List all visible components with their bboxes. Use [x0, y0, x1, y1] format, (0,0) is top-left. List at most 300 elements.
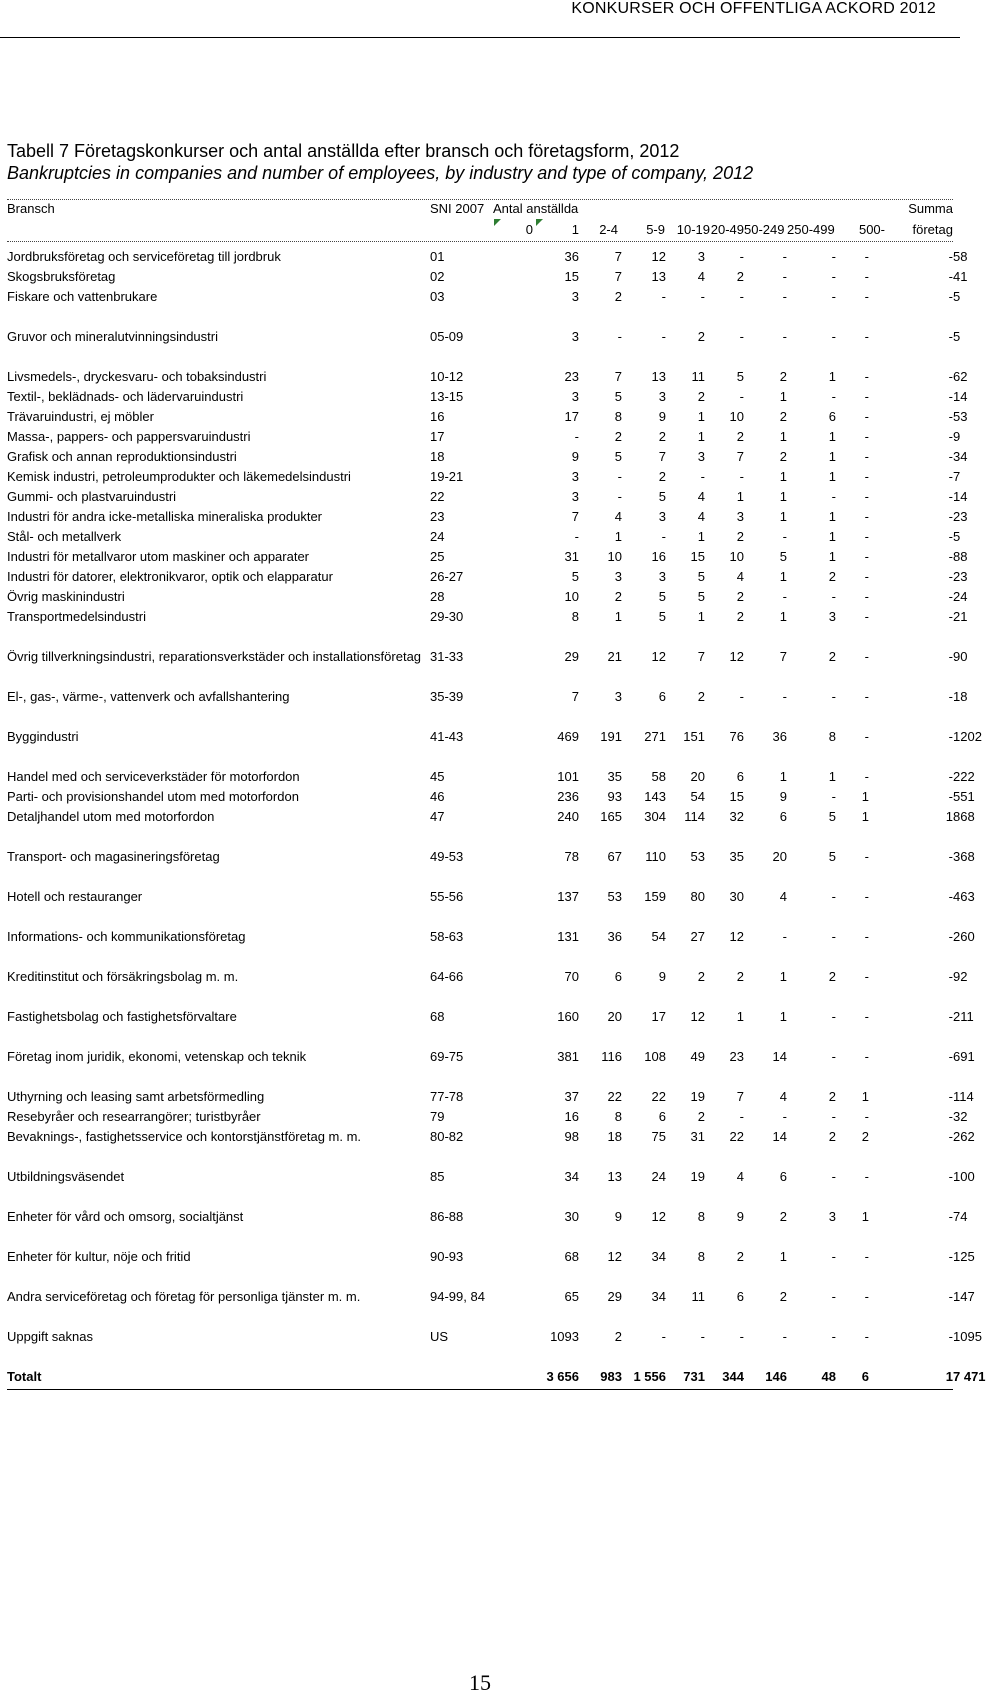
spacer-cell: [500, 487, 540, 507]
count-cell: -: [831, 1329, 836, 1344]
industry-label: Massa-, pappers- och pappersvaruindustri: [7, 429, 251, 444]
count-cell: 236: [557, 789, 579, 804]
sni-code: 26-27: [430, 569, 464, 584]
count-cell: -: [864, 369, 869, 384]
count-cell: -: [864, 289, 869, 304]
count-cell: 2: [614, 1329, 622, 1344]
count-cell: 6: [658, 1109, 666, 1124]
count-cell: -: [661, 329, 666, 344]
industry-label: Fastighetsbolag och fastighetsförvaltare: [7, 1009, 237, 1024]
count-cell: 34: [651, 1289, 666, 1304]
count-cell: 12: [729, 929, 744, 944]
count-cell: 1: [779, 509, 787, 524]
table-row: Gruvor och mineralutvinningsindustri 05-09 3 - - 2 - - - - - 5: [7, 327, 953, 347]
count-cell: -: [948, 549, 953, 564]
count-cell: -: [948, 489, 953, 504]
industry-label: Transport- och magasineringsföretag: [7, 849, 220, 864]
industry-label: Byggindustri: [7, 729, 79, 744]
table-row: Transport- och magasineringsföretag 49-53 78 67 110 53 35 20 5 - - 368: [7, 847, 953, 867]
count-cell: 10: [729, 549, 744, 564]
count-cell: 12: [690, 1009, 705, 1024]
sni-code: 41-43: [430, 729, 464, 744]
count-cell: 10: [729, 409, 744, 424]
count-cell: 1: [861, 1209, 869, 1224]
count-cell: -: [864, 329, 869, 344]
industry-label: Uthyrning och leasing samt arbetsförmedling: [7, 1089, 265, 1104]
spacer-cell: [7, 1267, 953, 1287]
count-cell: -: [948, 269, 953, 284]
count-cell: 240: [557, 809, 579, 824]
count-cell: 80: [690, 889, 705, 904]
count-cell: -: [948, 389, 953, 404]
sni-code: 03: [430, 289, 445, 304]
spacer-cell: [500, 967, 540, 987]
count-cell: 4: [697, 489, 705, 504]
count-cell: -: [948, 249, 953, 264]
count-cell: 17: [651, 1009, 666, 1024]
count-cell: 75: [651, 1129, 666, 1144]
count-cell: -: [864, 1249, 869, 1264]
spacer-cell: [500, 1107, 540, 1127]
spacer-cell: [500, 607, 540, 627]
count-cell: 3: [571, 289, 579, 304]
count-cell: 17: [564, 409, 579, 424]
title-english: Bankruptcies in companies and number of employees, by industry and type of company, 2012: [7, 163, 754, 183]
spacer-cell: [7, 1147, 953, 1167]
spacer-cell: [500, 287, 540, 307]
industry-label: Övrig tillverkningsindustri, reparationsverkstäder och installationsföretag: [7, 649, 422, 664]
title-swedish: Tabell 7 Företagskonkurser och antal anställda efter bransch och företagsform, 2012: [7, 141, 680, 161]
sni-code: 31-33: [430, 649, 464, 664]
column-header: 10-19: [676, 222, 710, 237]
count-cell: 4: [736, 1169, 744, 1184]
count-cell: -: [948, 469, 953, 484]
sni-code: 35-39: [430, 689, 464, 704]
spacer-cell: [7, 987, 953, 1007]
count-cell: 9: [571, 449, 579, 464]
count-cell: -: [831, 1009, 836, 1024]
spacer-cell: [500, 367, 540, 387]
count-cell: 5: [779, 549, 787, 564]
industry-label: Kemisk industri, petroleumprodukter och läkemedelsindustri: [7, 469, 351, 484]
table-row: Transportmedelsindustri 29-30 8 1 5 1 2 1 3 - - 21: [7, 607, 953, 627]
count-cell: 30: [729, 889, 744, 904]
spacer-cell: [7, 1027, 953, 1047]
sni-code: 90-93: [430, 1249, 464, 1264]
industry-label: Utbildningsväsendet: [7, 1169, 125, 1184]
count-cell: 2: [828, 969, 836, 984]
count-cell: 9: [658, 409, 666, 424]
spacer-cell: [7, 347, 953, 367]
count-cell: 2: [779, 369, 787, 384]
count-cell: 1: [697, 529, 705, 544]
count-cell: -: [661, 1329, 666, 1344]
count-cell: -: [831, 489, 836, 504]
count-cell: -: [948, 769, 953, 784]
spacer-cell: [500, 1287, 540, 1307]
count-cell: 6: [658, 689, 666, 704]
spacer-cell: [500, 1047, 540, 1067]
count-cell: -: [864, 469, 869, 484]
count-cell: -: [864, 1329, 869, 1344]
count-cell: 27: [690, 929, 705, 944]
count-cell: 4: [779, 1089, 787, 1104]
count-cell: 5: [828, 849, 836, 864]
sni-code: 68: [430, 1009, 445, 1024]
count-cell: 1: [828, 509, 836, 524]
sni-code: 22: [430, 489, 445, 504]
count-cell: 35: [729, 849, 744, 864]
count-cell: 2: [779, 1209, 787, 1224]
count-cell: 191: [600, 729, 622, 744]
count-cell: 13: [651, 269, 666, 284]
industry-label: Gruvor och mineralutvinningsindustri: [7, 329, 218, 344]
count-cell: 8: [614, 1109, 622, 1124]
count-cell: -: [574, 529, 579, 544]
sni-code: 10-12: [430, 369, 464, 384]
count-cell: 3: [571, 329, 579, 344]
column-header: företag: [912, 222, 953, 237]
industry-label: Resebyråer och researrangörer; turistbyråer: [7, 1109, 261, 1124]
industry-label: Industri för datorer, elektronikvaror, optik och elapparatur: [7, 569, 333, 584]
count-cell: 9: [614, 1209, 622, 1224]
spacer-cell: [500, 567, 540, 587]
count-cell: 2: [614, 429, 622, 444]
count-cell: 131: [557, 929, 579, 944]
count-cell: -: [948, 289, 953, 304]
sni-code: 02: [430, 269, 445, 284]
count-cell: 7: [614, 269, 622, 284]
count-cell: 13: [651, 369, 666, 384]
count-cell: 29: [564, 649, 579, 664]
spacer-row: [7, 1067, 953, 1087]
count-cell: -: [864, 529, 869, 544]
count-cell: -: [864, 1289, 869, 1304]
count-cell: 78: [564, 849, 579, 864]
spacer-cell: [500, 807, 540, 827]
spacer-cell: [500, 327, 540, 347]
count-cell: -: [661, 289, 666, 304]
count-cell: 2: [736, 1249, 744, 1264]
count-cell: -: [948, 449, 953, 464]
count-cell: 4: [779, 889, 787, 904]
count-cell: 3: [614, 689, 622, 704]
count-cell: 1: [779, 469, 787, 484]
count-cell: -: [831, 1049, 836, 1064]
count-cell: -: [831, 789, 836, 804]
header-bottom-rule: [7, 241, 953, 242]
count-cell: 1: [828, 769, 836, 784]
spacer-cell: [500, 1327, 540, 1347]
count-cell: 2: [658, 469, 666, 484]
table-row: Kemisk industri, petroleumprodukter och läkemedelsindustri 19-21 3 - 2 - - 1 1 - - 7: [7, 467, 953, 487]
count-cell: 1: [779, 609, 787, 624]
count-cell: -: [739, 289, 744, 304]
count-cell: 1: [828, 549, 836, 564]
column-header: 500-: [858, 222, 885, 237]
count-cell: 2: [736, 529, 744, 544]
count-cell: 48: [821, 1369, 836, 1384]
spacer-cell: [500, 527, 540, 547]
count-cell: 15: [690, 549, 705, 564]
sni-code: 69-75: [430, 1049, 464, 1064]
count-cell: 14: [772, 1129, 787, 1144]
count-cell: -: [948, 1089, 953, 1104]
count-cell: 1: [861, 1089, 869, 1104]
count-cell: 160: [557, 1009, 579, 1024]
count-cell: -: [831, 1109, 836, 1124]
table-row: Hotell och restauranger 55-56 137 53 159 80 30 4 - - - 463: [7, 887, 953, 907]
count-cell: -: [661, 529, 666, 544]
spacer-row: [7, 1307, 953, 1327]
count-cell: 2: [614, 589, 622, 604]
count-cell: 1: [828, 369, 836, 384]
sni-code: US: [430, 1329, 449, 1344]
count-cell: -: [617, 329, 622, 344]
column-header: 0: [525, 222, 533, 237]
sni-code: 19-21: [430, 469, 464, 484]
count-cell: -: [864, 249, 869, 264]
spacer-cell: [500, 1007, 540, 1027]
industry-label: Handel med och serviceverkstäder för motorfordon: [7, 769, 300, 784]
count-cell: 108: [644, 1049, 666, 1064]
count-cell: 3: [571, 489, 579, 504]
count-cell: 271: [644, 729, 666, 744]
count-cell: 22: [607, 1089, 622, 1104]
count-cell: -: [948, 929, 953, 944]
industry-label: Hotell och restauranger: [7, 889, 143, 904]
count-cell: 6: [736, 769, 744, 784]
spacer-cell: [7, 1307, 953, 1327]
sni-code: 45: [430, 769, 445, 784]
count-cell: 1: [828, 449, 836, 464]
count-cell: -: [948, 329, 953, 344]
table-row: Resebyråer och researrangörer; turistbyråer 79 16 8 6 2 - - - - - 32: [7, 1107, 953, 1127]
count-cell: 146: [765, 1369, 787, 1384]
industry-label: Enheter för kultur, nöje och fritid: [7, 1249, 191, 1264]
count-cell: -: [739, 389, 744, 404]
table-bottom-rule: [7, 1389, 953, 1390]
count-cell: 20: [607, 1009, 622, 1024]
count-cell: 110: [645, 849, 666, 864]
spacer-cell: [500, 247, 540, 267]
spacer-row: [7, 1187, 953, 1207]
industry-label: Trävaruindustri, ej möbler: [7, 409, 154, 424]
spacer-cell: [7, 1347, 953, 1367]
spacer-cell: [7, 707, 953, 727]
count-cell: 12: [607, 1249, 622, 1264]
sni-code: 46: [430, 789, 445, 804]
count-cell: 18: [607, 1129, 622, 1144]
count-cell: 116: [601, 1049, 622, 1064]
table-row: Uthyrning och leasing samt arbetsförmedling 77-78 37 22 22 19 7 4 2 1 - 114: [7, 1087, 953, 1107]
count-cell: 1: [779, 569, 787, 584]
count-cell: -: [617, 469, 622, 484]
spacer-row: [7, 707, 953, 727]
table-row: Övrig maskinindustri 28 10 2 5 5 2 - - - - 24: [7, 587, 953, 607]
industry-label: Industri för metallvaror utom maskiner och apparater: [7, 549, 310, 564]
table-row: Kreditinstitut och försäkringsbolag m. m. 64-66 70 6 9 2 2 1 2 - - 92: [7, 967, 953, 987]
count-cell: -: [948, 649, 953, 664]
count-cell: 53: [690, 849, 705, 864]
count-cell: 1: [697, 409, 705, 424]
count-cell: 8: [828, 729, 836, 744]
count-cell: 23: [729, 1049, 744, 1064]
count-cell: -: [864, 969, 869, 984]
sni-code: 64-66: [430, 969, 464, 984]
count-cell: -: [948, 1049, 953, 1064]
table-row: Textil-, beklädnads- och lädervaruindustri 13-15 3 5 3 2 - 1 - - - 14: [7, 387, 953, 407]
count-cell: 101: [557, 769, 579, 784]
count-cell: 11: [691, 1289, 705, 1304]
table-row: Byggindustri 41-43 469 191 271 151 76 36 8 - - 1202: [7, 727, 953, 747]
count-cell: 20: [690, 769, 705, 784]
count-cell: 4: [697, 509, 705, 524]
count-cell: -: [948, 849, 953, 864]
spacer-cell: [500, 687, 540, 707]
count-cell: 54: [651, 929, 666, 944]
count-cell: 7: [697, 649, 705, 664]
count-cell: 5: [828, 809, 836, 824]
count-cell: 2: [779, 409, 787, 424]
count-cell: 12: [651, 649, 666, 664]
count-cell: 9: [779, 789, 787, 804]
count-cell: 5: [614, 449, 622, 464]
count-cell: 12: [651, 249, 666, 264]
spacer-row: [7, 947, 953, 967]
count-cell: 53: [607, 889, 622, 904]
industry-label: Detaljhandel utom med motorfordon: [7, 809, 215, 824]
count-cell: -: [864, 689, 869, 704]
sni-code: 80-82: [430, 1129, 464, 1144]
sni-code: 77-78: [430, 1089, 464, 1104]
header-summa: Summa: [908, 201, 953, 216]
count-cell: -: [948, 969, 953, 984]
count-cell: 2: [779, 1289, 787, 1304]
industry-label: Skogsbruksföretag: [7, 269, 116, 284]
count-cell: 6: [614, 969, 622, 984]
count-cell: -: [948, 1109, 953, 1124]
count-cell: -: [782, 269, 787, 284]
count-cell: 1: [779, 769, 787, 784]
sni-code: 05-09: [430, 329, 464, 344]
spacer-cell: [7, 1067, 953, 1087]
spacer-cell: [500, 267, 540, 287]
count-cell: 2: [736, 269, 744, 284]
count-cell: 137: [557, 889, 579, 904]
header-antal-anstallda: Antal anställda: [493, 201, 579, 216]
count-cell: 2: [697, 689, 705, 704]
count-cell: -: [948, 1169, 953, 1184]
table-title: [7, 140, 947, 184]
industry-label: Bevaknings-, fastighetsservice och kontorstjänstföretag m. m.: [7, 1129, 362, 1144]
count-cell: 1 556: [633, 1369, 666, 1384]
spacer-cell: [500, 1207, 540, 1227]
count-cell: -: [864, 449, 869, 464]
count-cell: -: [831, 929, 836, 944]
count-cell: 31: [690, 1129, 705, 1144]
count-cell: -: [739, 1109, 744, 1124]
count-cell: 7: [571, 509, 579, 524]
count-cell: 20: [772, 849, 787, 864]
count-cell: 35: [607, 769, 622, 784]
count-cell: 16: [564, 1109, 579, 1124]
count-cell: 15: [729, 789, 744, 804]
count-cell: -: [948, 429, 953, 444]
count-cell: -: [700, 1329, 705, 1344]
table-row: Skogsbruksföretag 02 15 7 13 4 2 - - - - 41: [7, 267, 953, 287]
column-header: 1: [571, 222, 579, 237]
count-cell: -: [948, 1329, 953, 1344]
count-cell: 4: [614, 509, 622, 524]
count-cell: -: [864, 429, 869, 444]
count-cell: -: [864, 489, 869, 504]
count-cell: -: [948, 569, 953, 584]
count-cell: 6: [861, 1369, 869, 1384]
spacer-cell: [500, 467, 540, 487]
table-row: Enheter för kultur, nöje och fritid 90-93 68 12 34 8 2 1 - - - 125: [7, 1247, 953, 1267]
count-cell: -: [864, 929, 869, 944]
count-cell: 54: [690, 789, 705, 804]
count-cell: 2: [697, 389, 705, 404]
count-cell: 6: [736, 1289, 744, 1304]
count-cell: 10: [607, 549, 622, 564]
sni-code: 17: [430, 429, 445, 444]
count-cell: 6: [779, 809, 787, 824]
industry-label: Totalt: [7, 1369, 42, 1384]
table-row: Fastighetsbolag och fastighetsförvaltare 68 160 20 17 12 1 1 - - - 211: [7, 1007, 953, 1027]
table-row: Handel med och serviceverkstäder för motorfordon 45 101 35 58 20 6 1 1 - - 222: [7, 767, 953, 787]
count-cell: 1: [779, 389, 787, 404]
industry-label: Livsmedels-, dryckesvaru- och tobaksindustri: [7, 369, 267, 384]
count-cell: 304: [644, 809, 666, 824]
table-row: Industri för datorer, elektronikvaror, optik och elapparatur 26-27 5 3 3 5 4 1 2 - - 23: [7, 567, 953, 587]
count-cell: 15: [564, 269, 579, 284]
count-cell: 165: [600, 809, 622, 824]
count-cell: -: [948, 509, 953, 524]
spacer-cell: [500, 547, 540, 567]
count-cell: 36: [564, 249, 579, 264]
count-cell: 7: [736, 1089, 744, 1104]
count-cell: 98: [564, 1129, 579, 1144]
count-cell: 3: [658, 509, 666, 524]
industry-label: Parti- och provisionshandel utom med motorfordon: [7, 789, 299, 804]
count-cell: 2: [614, 289, 622, 304]
count-cell: 1: [697, 429, 705, 444]
count-cell: 1: [945, 809, 953, 824]
count-cell: -: [831, 329, 836, 344]
count-cell: -: [864, 769, 869, 784]
industry-label: Informations- och kommunikationsföretag: [7, 929, 246, 944]
count-cell: 3: [571, 389, 579, 404]
sni-code: 28: [430, 589, 445, 604]
spacer-row: [7, 1267, 953, 1287]
spacer-row: [7, 907, 953, 927]
sni-code: 24: [430, 529, 445, 544]
count-cell: 2: [828, 1089, 836, 1104]
count-cell: 731: [683, 1369, 705, 1384]
total-row: Totalt 3 656 983 1 556 731 344 146 48 6 1 7 471: [7, 1367, 953, 1387]
count-cell: -: [831, 1249, 836, 1264]
sni-code: 79: [430, 1109, 445, 1124]
count-cell: 30: [564, 1209, 579, 1224]
count-cell: 344: [722, 1369, 744, 1384]
count-cell: -: [739, 469, 744, 484]
count-cell: -: [782, 689, 787, 704]
count-cell: -: [782, 329, 787, 344]
count-cell: 114: [684, 809, 705, 824]
count-cell: -: [831, 889, 836, 904]
